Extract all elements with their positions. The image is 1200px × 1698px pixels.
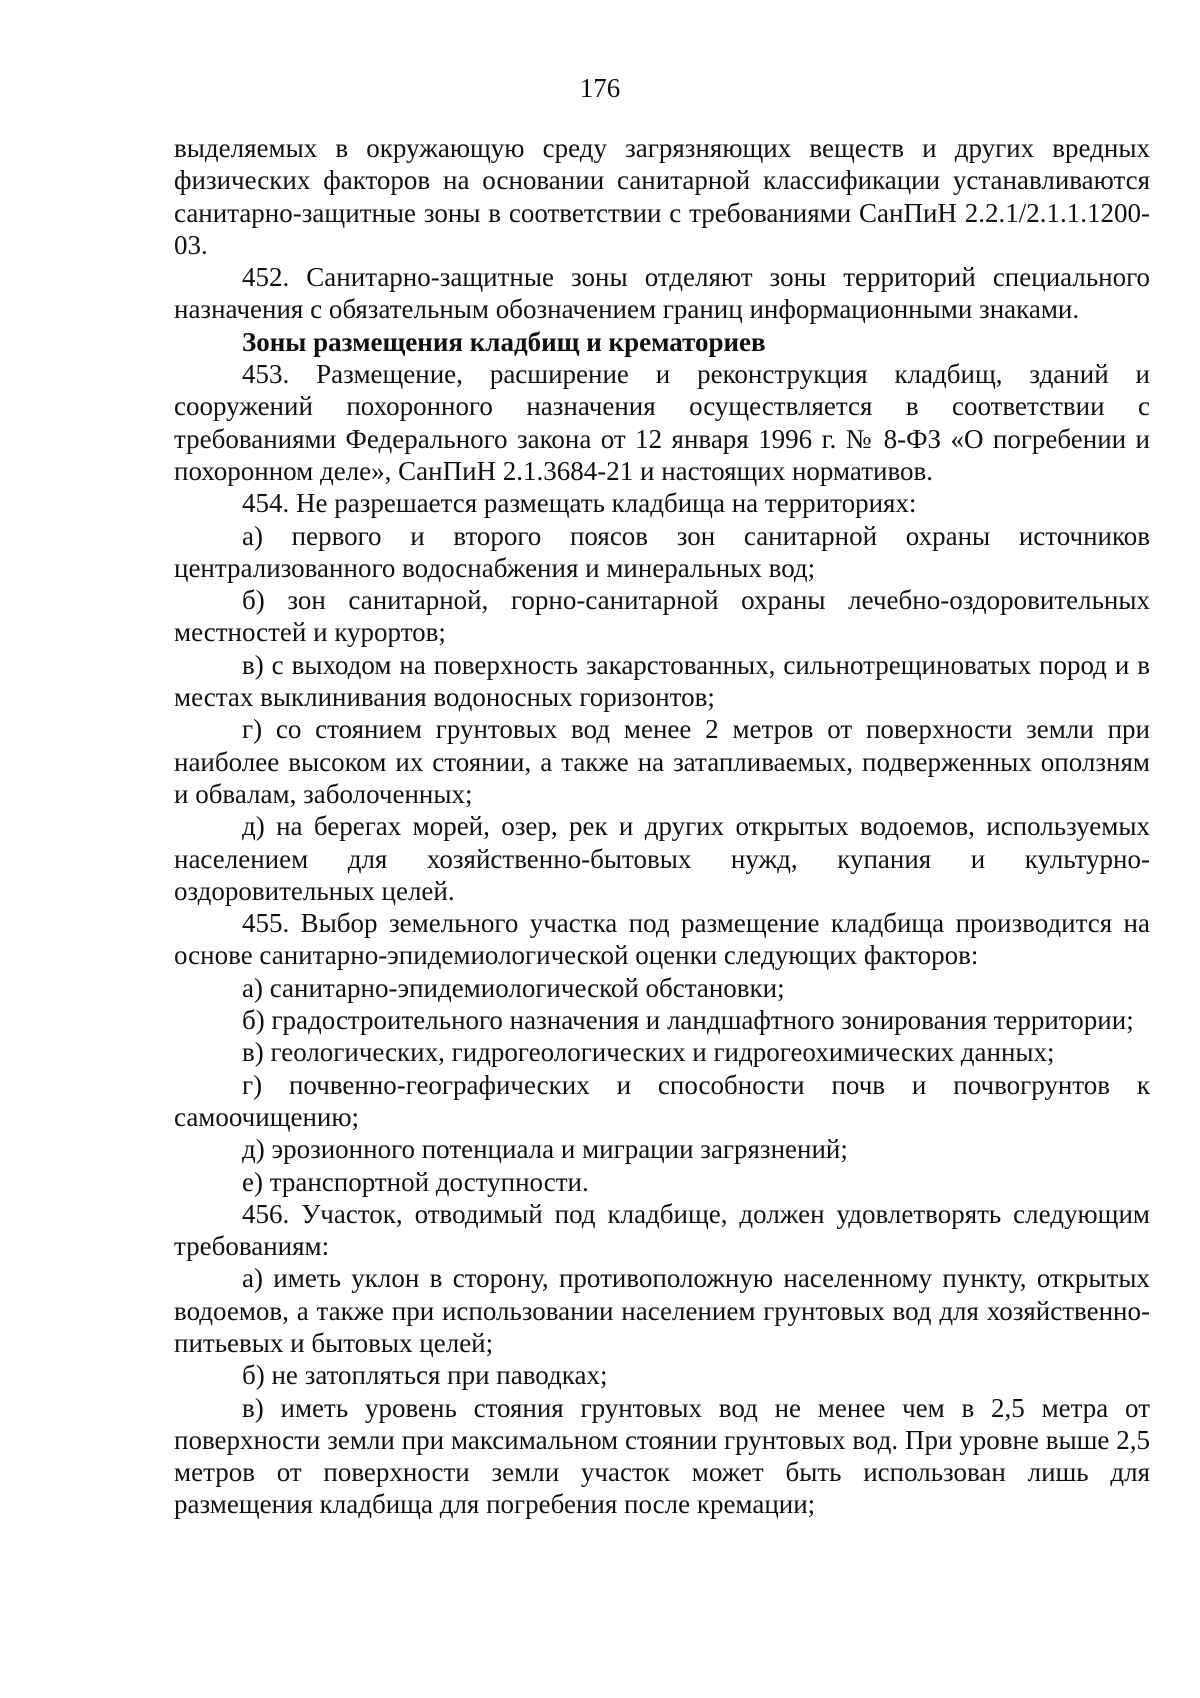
list-item-455-e: е) транспортной доступности. bbox=[242, 1166, 589, 1197]
list-item-456-b: б) не затопляться при паводках; bbox=[242, 1360, 608, 1391]
section-heading: Зоны размещения кладбищ и крематориев bbox=[242, 326, 766, 357]
paragraph-454: 454. Не разрешается размещать кладбища на территориях: bbox=[242, 488, 917, 519]
list-item-455-d: д) эрозионного потенциала и миграции загрязнений; bbox=[242, 1134, 848, 1165]
list-item-456-v: в) иметь уровень стояния грунтовых вод не менее чем в 2,5 метра от поверхности земли при максимальном стоянии грунтовых вод. При уровне выше 2,5 метров от поверхности земли участок может быть использован лишь для размещения кладбища для погребения после кремации; bbox=[174, 1392, 1150, 1520]
list-item-455-g: г) почвенно-географических и способности почв и почвогрунтов к самоочищению; bbox=[174, 1069, 1150, 1132]
list-item-455-a: а) санитарно-эпидемиологической обстановки; bbox=[242, 972, 785, 1003]
paragraph-452: 452. Санитарно-защитные зоны отделяют зоны территорий специального назначения с обязательным обозначением границ информационными знаками. bbox=[174, 262, 1150, 325]
list-item-454-g: г) со стоянием грунтовых вод менее 2 метров от поверхности земли при наиболее высоком их стоянии, а также на затапливаемых, подверженных оползням и обвалам, заболоченных; bbox=[174, 714, 1150, 809]
list-item-455-v: в) геологических, гидрогеологических и гидрогеохимических данных; bbox=[242, 1037, 1055, 1068]
page-number: 176 bbox=[579, 73, 621, 103]
list-item-455-b: б) градостроительного назначения и ландшафтного зонирования территории; bbox=[242, 1005, 1134, 1036]
list-item-454-b: б) зон санитарной, горно-санитарной охраны лечебно-оздоровительных местностей и курортов; bbox=[174, 585, 1150, 648]
paragraph-453: 453. Размещение, расширение и реконструкция кладбищ, зданий и сооружений похоронного назначения осуществляется в соответствии с требованиями Федерального закона от 12 января 1996 г. № 8-ФЗ «О погребении и похоронном деле», СанПиН 2.1.3684-21 и настоящих нормативов. bbox=[174, 359, 1150, 486]
list-item-456-a: а) иметь уклон в сторону, противоположную населенному пункту, открытых водоемов, а также при использовании населением грунтовых вод для хозяйственно-питьевых и бытовых целей; bbox=[174, 1263, 1150, 1358]
list-item-454-a: а) первого и второго поясов зон санитарной охраны источников централизованного водоснабжения и минеральных вод; bbox=[174, 520, 1150, 583]
paragraph-456: 456. Участок, отводимый под кладбище, должен удовлетворять следующим требованиям: bbox=[174, 1198, 1150, 1262]
document-body bbox=[174, 132, 1150, 1521]
paragraph-455: 455. Выбор земельного участка под размещение кладбища производится на основе санитарно-эпидемиологической оценки следующих факторов: bbox=[174, 908, 1150, 971]
list-item-454-v: в) с выходом на поверхность закарстованных, сильнотрещиноватых пород и в местах выклинивания водоносных горизонтов; bbox=[174, 649, 1150, 713]
paragraph-continuation: выделяемых в окружающую среду загрязняющих веществ и других вредных физических факторов на основании санитарной классификации устанавливаются санитарно-защитные зоны в соответствии с требованиями СанПиН 2.2.1/2.1.1.1200-03. bbox=[174, 133, 1150, 260]
list-item-454-d: д) на берегах морей, озер, рек и других открытых водоемов, используемых населением для хозяйственно-бытовых нужд, купания и культурно-оздоровительных целей. bbox=[174, 811, 1150, 906]
